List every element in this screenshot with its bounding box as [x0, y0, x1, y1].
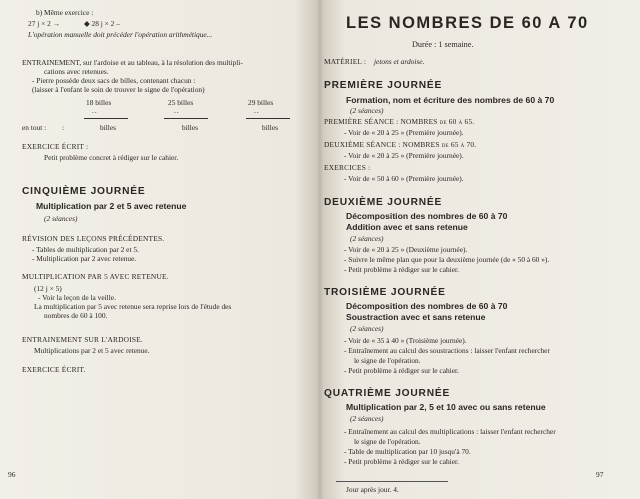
j4-title: QUATRIÈME JOURNÉE: [324, 388, 451, 399]
b-title: b) Même exercice :: [36, 8, 94, 17]
seance-1-title: PREMIÈRE SÉANCE : NOMBRES de 60 à 65.: [324, 117, 475, 126]
entrainement-ardoise-title: ENTRAINEMENT SUR L'ARDOISE.: [22, 335, 143, 344]
billes-1: 18 billes: [86, 98, 112, 107]
entrainement-line-1: ENTRAINEMENT, sur l'ardoise et au tableau, à la résolution des multipli-: [22, 58, 243, 67]
j5-title: CINQUIÈME JOURNÉE: [22, 186, 146, 197]
j2-subtitle-2: Addition avec et sans retenue: [346, 222, 468, 232]
j1-subtitle: Formation, nom et écriture des nombres de 60 à 70: [346, 95, 555, 105]
j3-line-2: - Entraînement au calcul des soustractions : laisser l'enfant rechercher: [344, 346, 550, 355]
sum-line-2: [164, 112, 208, 121]
exercice-ecrit-text: Petit problème concret à rédiger sur le cahier.: [44, 153, 179, 162]
exercices-line: - Voir de « 50 à 60 » (Première journée).: [344, 174, 464, 183]
j3-subtitle-1: Décomposition des nombres de 60 à 70: [346, 301, 508, 311]
dots-1: ..: [92, 106, 98, 115]
j2-seances: (2 séances): [350, 234, 384, 243]
b-note: L'opération manuelle doit précéder l'opération arithmétique...: [28, 30, 213, 39]
j3-line-4: - Petit problème à rédiger sur le cahier.: [344, 366, 459, 375]
j4-line-2: le signe de l'opération.: [354, 437, 421, 446]
entrainement-line-3: - Pierre possède deux sacs de billes, contenant chacun :: [32, 76, 196, 85]
j2-line-2: - Suivre le même plan que pour la deuxième journée (de « 50 à 60 »).: [344, 255, 550, 264]
en-tout-label: en tout :: [22, 123, 47, 132]
materiel-label: MATÉRIEL :: [324, 57, 367, 66]
dots-4: :: [62, 123, 65, 132]
j4-line-1: - Entraînement au calcul des multiplications : laisser l'enfant rechercher: [344, 427, 556, 436]
b-formula-left: 27 j × 2 →: [28, 19, 61, 28]
j4-line-4: - Petit problème à rédiger sur le cahier.: [344, 457, 459, 466]
seance-2-line: - Voir de « 20 à 25 » (Première journée).: [344, 151, 464, 160]
footer-rule: [336, 481, 448, 482]
sum-line-3: [246, 112, 290, 121]
right-page: [322, 0, 640, 499]
entrainement-line-4: (laisser à l'enfant le soin de trouver le signe de l'opération): [32, 85, 205, 94]
exercice-ecrit-2-title: EXERCICE ÉCRIT.: [22, 365, 86, 374]
j3-title: TROISIÈME JOURNÉE: [324, 287, 446, 298]
revision-line-1: - Tables de multiplication par 2 et 5.: [32, 245, 139, 254]
page-number-right: 97: [596, 470, 604, 479]
billes-result-2: billes: [182, 123, 199, 132]
mult5-line-4: nombres de 60 à 100.: [44, 311, 108, 320]
j1-seances: (2 séances): [350, 106, 384, 115]
materiel-text: jetons et ardoise.: [374, 57, 425, 66]
j2-subtitle-1: Décomposition des nombres de 60 à 70: [346, 211, 508, 221]
j3-line-3: le signe de l'opération.: [354, 356, 421, 365]
j2-line-1: - Voir de « 20 à 25 » (Deuxième journée).: [344, 245, 468, 254]
b-formula-right: ◆ 28 j × 2 –: [84, 19, 120, 28]
j3-subtitle-2: Soustraction avec et sans retenue: [346, 312, 486, 322]
billes-2: 25 billes: [168, 98, 194, 107]
j4-seances: (2 séances): [350, 414, 384, 423]
entrainement-ardoise-line: Multiplications par 2 et 5 avec retenue.: [34, 346, 150, 355]
j2-title: DEUXIÈME JOURNÉE: [324, 197, 443, 208]
dots-2: ..: [174, 106, 180, 115]
seance-2-title: DEUXIÈME SÉANCE : NOMBRES de 65 à 70.: [324, 140, 477, 149]
footer-text: Jour après jour. 4.: [346, 485, 399, 494]
billes-result-1: billes: [100, 123, 117, 132]
revision-title: RÉVISION DES LEÇONS PRÉCÉDENTES.: [22, 234, 165, 243]
sum-line-1: [84, 112, 128, 121]
dots-3: ..: [254, 106, 260, 115]
exercice-ecrit-title: EXERCICE ÉCRIT :: [22, 142, 89, 151]
billes-result-3: billes: [262, 123, 279, 132]
j1-title: PREMIÈRE JOURNÉE: [324, 80, 443, 91]
chapter-title: LES NOMBRES DE 60 A 70: [346, 14, 589, 32]
entrainement-line-2: cations avec retenues.: [44, 67, 109, 76]
j4-subtitle: Multiplication par 2, 5 et 10 avec ou sans retenue: [346, 402, 546, 412]
mult5-line-3: La multiplication par 5 avec retenue sera reprise lors de l'étude des: [34, 302, 232, 311]
j4-line-3: - Table de multiplication par 10 jusqu'à 70.: [344, 447, 471, 456]
mult5-line-1: (12 j × 5): [34, 284, 62, 293]
j3-line-1: - Voir de « 35 à 40 » (Troisième journée).: [344, 336, 467, 345]
billes-3: 29 billes: [248, 98, 274, 107]
left-page: [0, 0, 318, 499]
j5-seances: (2 séances): [44, 214, 78, 223]
mult5-line-2: - Voir la leçon de la veille.: [38, 293, 116, 302]
j3-seances: (2 séances): [350, 324, 384, 333]
page-number-left: 96: [8, 470, 16, 479]
j2-line-3: - Petit problème à rédiger sur le cahier.: [344, 265, 459, 274]
mult5-title: MULTIPLICATION PAR 5 AVEC RETENUE.: [22, 272, 169, 281]
duree: Durée : 1 semaine.: [412, 40, 474, 49]
revision-line-2: - Multiplication par 2 avec retenue.: [32, 254, 137, 263]
exercices-title: EXERCICES :: [324, 163, 371, 172]
j5-subtitle: Multiplication par 2 et 5 avec retenue: [36, 201, 187, 211]
seance-1-line: - Voir de « 20 à 25 » (Première journée).: [344, 128, 464, 137]
